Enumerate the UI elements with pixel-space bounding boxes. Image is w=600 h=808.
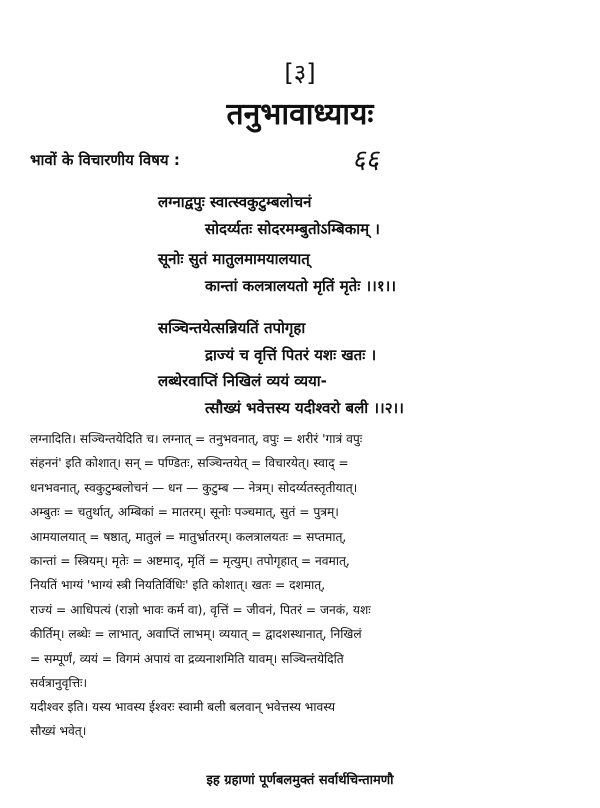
verse-line: कान्तां कलत्रालयतो मृतिं मृतेः ।।१।। [205,277,397,295]
commentary-line: = सम्पूर्णं, व्ययं = विगमं अपायं वा द्रव्यनाशमिति यावम्। सञ्चिन्तयेदिति [30,652,344,666]
verse-line: सूनोः सुतं मातुलमामयालयात् [158,250,310,268]
commentary-line: अम्बुतः = चतुर्थात्, अम्बिकां = मातरम्। सूनोः पञ्चमात्, सुतं = पुत्रम्। [30,505,339,519]
topics-heading: भावों के विचारणीय विषय : [30,151,180,169]
commentary-line: संहननं' इति कोशात्। सन् = पण्डितः, सञ्चिन्तयेत् = विचारयेत्। स्वाद् = [30,456,349,470]
commentary-line: सर्वत्रानुवृत्तिः। [30,676,88,690]
commentary-line: आमयालयात् = षष्ठात्, मातुलं = मातुर्भ्रातरम्। कलत्रालयतः = सप्तमात्, [30,530,347,544]
commentary-line: नियतिं भाग्यं 'भाग्यं स्त्री नियतिर्विधिः' इति कोशात्। खतः = दशमात्, [30,578,326,592]
commentary-line: लग्नादिति। सञ्चिन्तयेदिति च। लग्नात् = तनुभवनात्, वपुः = शरीरं 'गात्रं वपुः [30,432,363,446]
verse-line: द्राज्यं च वृत्तिं पितरं यशः खतः । [205,346,377,364]
commentary-line: कीर्तिम्। लब्धेः = लाभात्, अवाप्तिं लाभम्। व्ययात् = द्वादशस्थानात्, निखिलं [30,627,362,641]
verse-line: सोदर्य्यतः सोदरमम्बुतोऽम्बिकाम् । [205,220,380,238]
verse-line: लग्नाद्वपुः स्वात्स्वकुटुम्बलोचनं [158,193,312,211]
verse-line: सञ्चिन्तयेत्सन्नियतिं तपोगृहा [158,319,306,337]
chapter-title: तनुभावाध्यायः [226,97,374,132]
commentary-line: सौख्यं भवेत्। [30,724,87,738]
commentary-line: धनभवनात्, स्वकुटुम्बलोचनं — धन — कुटुम्ब — नेत्रम्। सोदर्य्यतस्तृतीयात्। [30,481,358,495]
verse-line: लब्धेरवाप्तिं निखिलं व्ययं व्यया- [158,372,327,390]
chapter-number: [३] [284,59,316,87]
commentary-line: यदीश्वर इति। यस्य भावस्य ईश्वरः स्वामी बली बलवान् भवेत्तस्य भावस्य [30,700,336,714]
verse-line: त्सौख्यं भवेत्तस्य यदीश्वरो बली ।।२।। [205,399,404,417]
handwritten-page-mark: ६६ [352,145,380,175]
commentary-line: राज्यं = आधिपत्यं (राज्ञो भावः कर्म वा), वृत्तिं = जीवनं, पितरं = जनकं, यशः [30,603,371,617]
commentary-line: कान्तां = स्त्रियम्। मृतेः = अष्टमाद्, मृतिं = मृत्युम्। तपोगृहात् = नवमात्, [30,554,350,568]
footer-line: इह ग्रहाणां पूर्णबलमुक्तं सर्वार्थचिन्तामणौ [206,773,394,788]
